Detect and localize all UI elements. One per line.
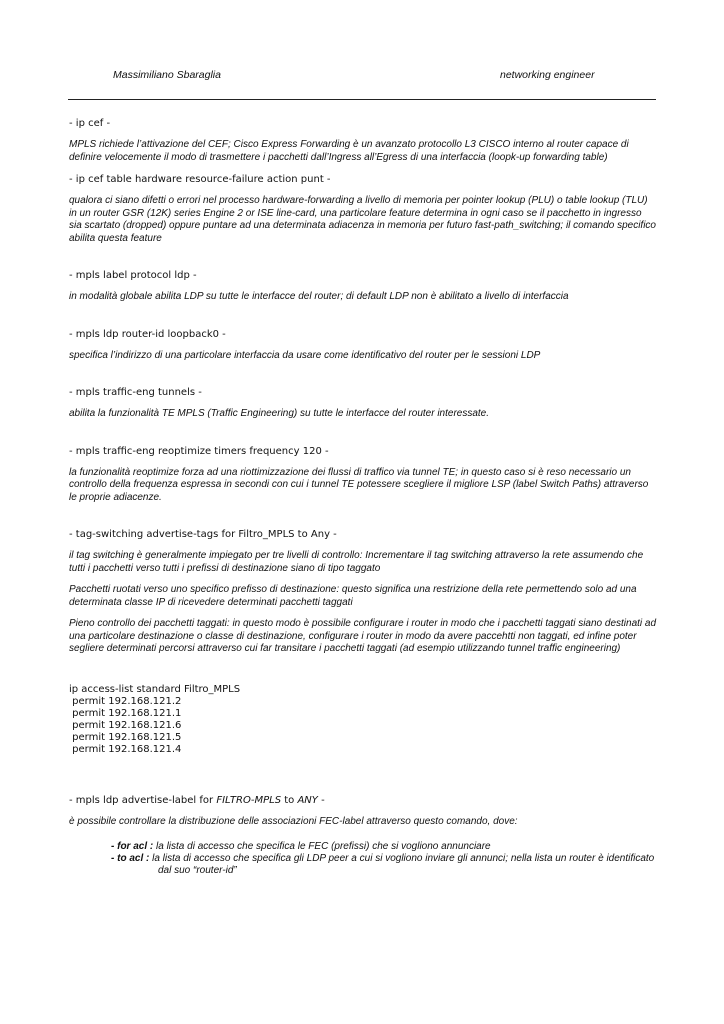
tag-switching-paragraph: il tag switching è generalmente impiegato per tre livelli di controllo: Incrementare il tag switching attraverso la rete assumendo che tutti i pacchetti verso tutti i prefissi di destinazione siano di tipo taggato [69,550,644,574]
command-mid: to [281,794,298,806]
description-advertise-label: è possibile controllare la distribuzione delle associazioni FEC-label attraverso questo comando, dove: [69,815,518,827]
command-label-protocol: - mpls label protocol ldp - [69,270,197,281]
command-acl-name: FILTRO-MPLS [216,794,282,806]
description-ip-cef: MPLS richiede l’attivazione del CEF; Cisco Express Forwarding è un avanzato protocollo L3 CISCO interno al router capace di definire velocemente il modo di trasmettere i pacchetti dall’Ingress all’Egress di una interfaccia (loopk-up forwarding table) [69,139,629,163]
list-item [69,841,657,853]
access-list-entry: permit 192.168.121.6 [69,719,182,731]
access-list-entry: permit 192.168.121.1 [69,707,182,719]
access-list-block [69,684,657,756]
access-list-entry: permit 192.168.121.5 [69,731,182,743]
command-tag-switching: - tag-switching advertise-tags for Filtro_MPLS to Any - [69,529,337,540]
command-cef-table: - ip cef table hardware resource-failure action punt - [69,174,331,185]
fec-options-list [69,841,657,877]
description-label-protocol: in modalità globale abilita LDP su tutte le interfacce del router; di default LDP non è abilitato a livello di interfaccia [69,291,569,302]
option-text: la lista di accesso che specifica gli LDP peer a cui si vogliono inviare gli annunci; nella lista un router è identificato dal suo “router-id” [149,853,655,876]
command-any: ANY [297,794,318,806]
header-divider [68,99,656,100]
command-reoptimize: - mpls traffic-eng reoptimize timers frequency 120 - [69,445,329,457]
access-list-entry: permit 192.168.121.4 [69,743,182,755]
description-te-tunnels: abilita la funzionalità TE MPLS (Traffic Engineering) su tutte le interfacce del router interessate. [69,408,490,419]
description-router-id: specifica l’indirizzo di una particolare interfaccia da usare come identificativo del router per le sessioni LDP [69,349,541,361]
description-cef-table: qualora ci siano difetti o errori nel processo hardware-forwarding a livello di memoria per pointer lookup (PLU) o table lookup (TLU) in un router GSR (12K) series Engine 2 or ISE line-card, una particolare feature determina in ogni caso se il pacchetto in ingresso sia scartato (dropped) oppure puntare ad una determinata adiacenza in memoria per futuro fast-path_switching; il comando specifico abilita questa feature [69,195,656,244]
command-te-tunnels: - mpls traffic-eng tunnels - [69,387,202,398]
header-role: networking engineer [500,69,595,81]
access-list-header: ip access-list standard Filtro_MPLS [69,683,241,695]
option-key: - to acl : [111,853,150,864]
document-body [69,117,657,877]
option-text: la lista di accesso che specifica le FEC (prefissi) che si vogliono annunciare [153,841,491,852]
description-reoptimize: la funzionalità reoptimize forza ad una riottimizzazione dei flussi di traffico via tunnel TE; in questo caso si è reso necessario un controllo della frequenza espressa in secondi con cui i tunnel TE potessere scegliere il migliore LSP (label Switch Paths) attraverso le proprie adiacenze. [69,466,649,503]
option-key: - for acl : [111,841,154,852]
command-router-id: - mpls ldp router-id loopback0 - [69,328,226,340]
header-author: Massimiliano Sbaraglia [113,69,221,81]
list-item [69,853,657,877]
tag-switching-paragraph: Pacchetti ruotati verso uno specifico prefisso di destinazione: questo significa una restrizione della rete permettendo solo ad una determinata classe IP di ricevedere determinati pacchetti taggati [69,584,637,608]
command-suffix: - [317,794,325,806]
command-prefix: - mpls ldp advertise-label for [69,794,217,806]
command-advertise-label [69,794,657,807]
tag-switching-paragraph: Pieno controllo dei pacchetti taggati: in questo modo è possibile configurare i router in modo che i pacchetti taggati siano destinati ad una particolare destinazione o classe di destinazione, configurare i router in modo da avere paccehtti non taggati, ed infine poter segliere determinati percorsi attraverso cui far transitare i pacchetti taggati (ad esempio utilizzando tunnel traffic engineering) [69,618,657,654]
access-list-entry: permit 192.168.121.2 [69,695,182,707]
command-ip-cef: - ip cef - [69,118,111,129]
